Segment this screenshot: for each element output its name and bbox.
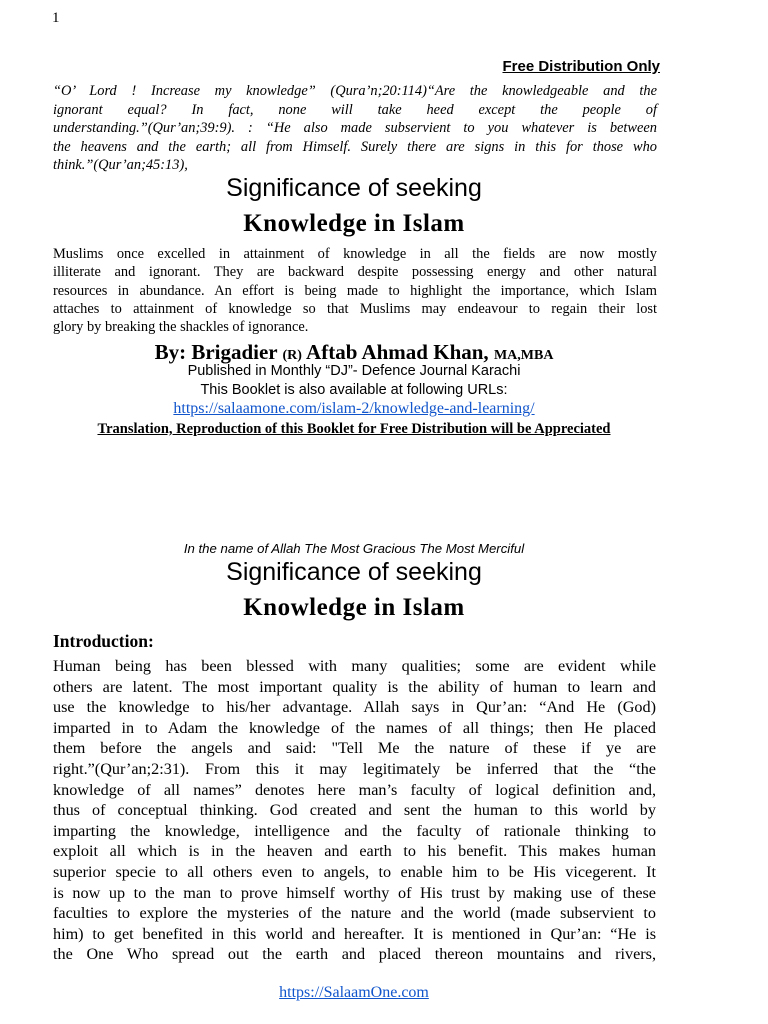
body-line: use the knowledge to his/her advantage. Allah says in Qur’an: “And He (God) <box>53 698 656 717</box>
bismillah: In the name of Allah The Most Gracious The Most Merciful <box>183 541 525 556</box>
body-line: imparting the knowledge, intelligence and the faculty of rationale thinking to <box>53 821 656 840</box>
author-prefix: By: Brigadier <box>154 340 283 364</box>
quote-line: understanding.”(Qur’an;39:9). : “He also made subservient to you whatever is between <box>53 120 657 136</box>
cover-summary <box>53 245 657 336</box>
body-line: Human being has been blessed with many qualities; some are evident while <box>53 657 656 675</box>
free-distribution-notice: Free Distribution Only <box>502 58 660 75</box>
cover-title-line-1: Significance of seeking <box>226 174 482 202</box>
summary-line: resources in abundance. An effort is being made to highlight the importance, which Islam <box>53 282 657 299</box>
footer-website-link[interactable]: https://SalaamOne.com <box>279 984 429 1001</box>
page-number: 1 <box>52 10 60 26</box>
body-line: exploit all which is in the heaven and earth to his benefit. This makes human <box>53 842 656 861</box>
quote-line: think.”(Qur’an;45:13), <box>53 157 188 173</box>
author-byline <box>0 340 708 365</box>
body-line: imparted in to Adam the knowledge of the names of all things; then He placed <box>53 718 656 737</box>
body-line: thus of conceptual thinking. God created and sent the human to this world by <box>53 801 656 820</box>
quote-line: ignorant equal? In fact, none will take heed except the people of <box>53 101 657 118</box>
author-degrees: MA,MBA <box>493 348 554 363</box>
introduction-body <box>53 656 656 965</box>
article-title-line-1: Significance of seeking <box>226 558 482 586</box>
body-line: them before the angels and said: "Tell Me the nature of these if ye are <box>53 739 656 758</box>
publication-note: Published in Monthly “DJ”- Defence Journal Karachi <box>187 363 521 379</box>
summary-line: Muslims once excelled in attainment of knowledge in all the fields are now mostly <box>53 246 657 262</box>
summary-line: illiterate and ignorant. They are backward despite possessing energy and other natural <box>53 264 657 281</box>
author-name: Aftab Ahmad Khan, <box>301 340 494 364</box>
article-title-line-2: Knowledge in Islam <box>243 594 465 621</box>
booklet-url-link[interactable]: https://salaamone.com/islam-2/knowledge-and-learning/ <box>173 400 535 417</box>
body-line: is now up to the man to prove himself worthy of His trust by making use of these <box>53 883 656 902</box>
body-line: superior specie to all others even to angels, to enable him to be His vicegerent. It <box>53 862 656 881</box>
summary-line: glory by breaking the shackles of ignorance. <box>53 319 309 336</box>
quote-line: “O’ Lord ! Increase my knowledge” (Qura’n;20:114)“Are the knowledgeable and the <box>53 83 657 99</box>
body-line: faculties to explore the mysteries of the nature and the world (made subservient to <box>53 904 656 923</box>
translation-note: Translation, Reproduction of this Booklet for Free Distribution will be Appreciated <box>97 421 611 437</box>
body-line: others are latent. The most important quality is the ability of human to learn and <box>53 677 656 696</box>
body-line: the One Who spread out the earth and placed thereon mountains and rivers, <box>53 945 656 964</box>
introduction-heading: Introduction: <box>53 631 154 651</box>
cover-title-line-2: Knowledge in Islam <box>243 210 465 237</box>
author-rank-suffix: (R) <box>282 348 302 363</box>
body-line: right.”(Qur’an;2:31). From this it may legitimately be inferred that the “the <box>53 759 656 778</box>
body-line: knowledge of all names” denotes here man’s faculty of logical definition and, <box>53 780 656 799</box>
summary-line: attaches to attainment of knowledge so that Muslims may endeavour to regain their lost <box>53 300 657 317</box>
quran-quotes <box>53 82 657 175</box>
body-line: him) to get benefited in this world and hereafter. It is mentioned in Qur’an: “He is <box>53 924 656 943</box>
availability-note: This Booklet is also available at following URLs: <box>200 382 508 398</box>
quote-line: the heavens and the earth; all from Himself. Surely there are signs in this for those who <box>53 138 657 155</box>
